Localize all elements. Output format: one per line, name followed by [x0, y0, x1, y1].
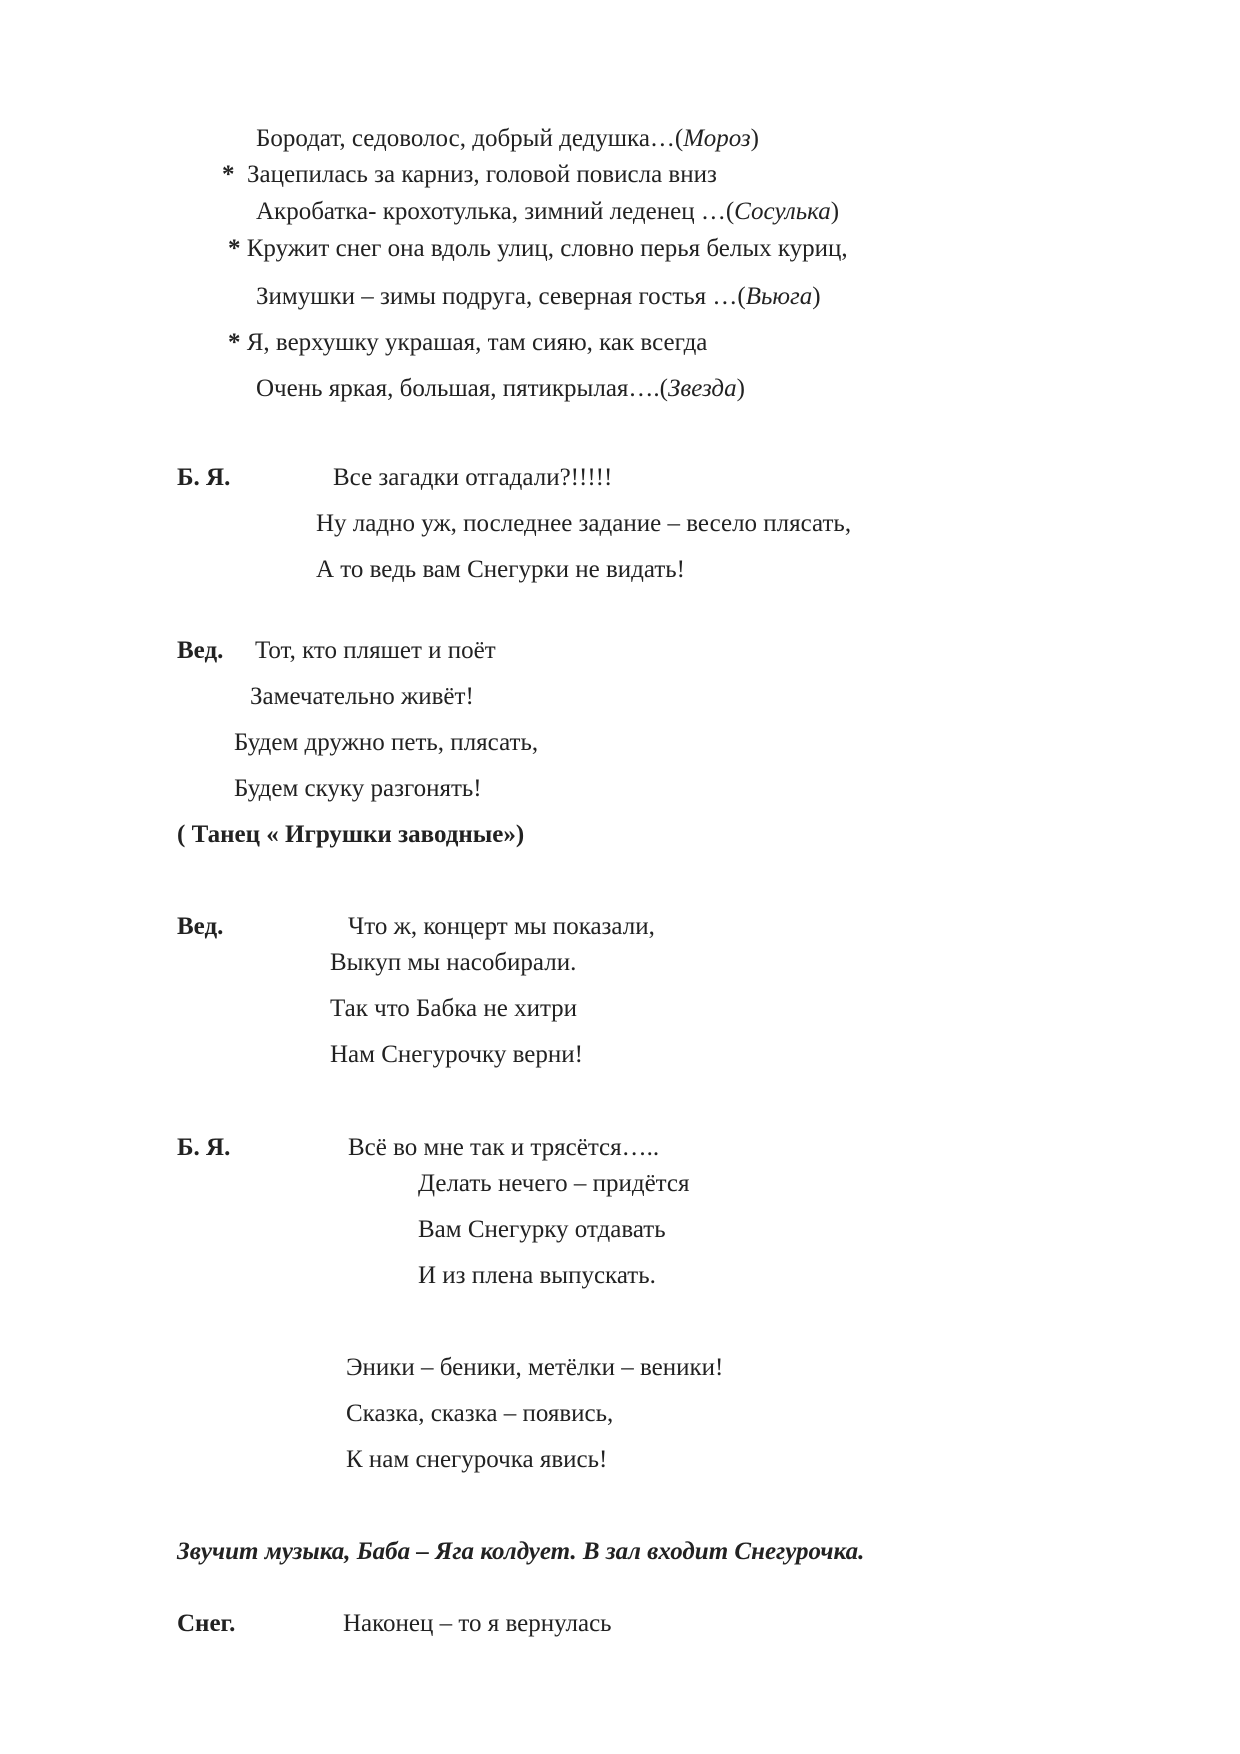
dialogue-line: Наконец – то я вернулась [343, 1610, 612, 1637]
speaker-label: Б. Я. [177, 464, 231, 491]
riddle-answer: Звезда [668, 375, 737, 402]
riddle-answer: Вьюга [745, 283, 813, 310]
riddle-line: * Кружит снег она вдоль улиц, словно перья белых куриц, [228, 235, 848, 262]
riddle-line: Зимушки – зимы подруга, северная гостья …(Вьюга) [256, 283, 821, 310]
dialogue-line: Будем скуку разгонять! [234, 775, 482, 802]
dialogue-line: Всё во мне так и трясётся….. [348, 1134, 660, 1161]
riddle-line: Акробатка- крохотулька, зимний леденец …(Сосулька) [256, 198, 840, 225]
riddle-line: Очень яркая, большая, пятикрылая….(Звезда) [256, 375, 745, 402]
dialogue-line: Эники – беники, метёлки – веники! [346, 1354, 724, 1381]
riddle-answer: Сосулька [734, 198, 831, 225]
bullet-star: * [222, 161, 235, 188]
dialogue-line: Все загадки отгадали?!!!!! [333, 464, 613, 491]
speaker-label: Вед. [177, 637, 224, 664]
speaker-label: Б. Я. [177, 1134, 231, 1161]
dialogue-line: Вам Снегурку отдавать [418, 1216, 666, 1243]
riddle-line: * Зацепилась за карниз, головой повисла вниз [222, 161, 717, 188]
dialogue-line: И из плена выпускать. [418, 1262, 656, 1289]
dialogue-line: Ну ладно уж, последнее задание – весело плясать, [316, 510, 852, 537]
dialogue-line: А то ведь вам Снегурки не видать! [316, 556, 685, 583]
stage-direction: ( Танец « Игрушки заводные») [177, 821, 525, 848]
dialogue-line: Выкуп мы насобирали. [330, 949, 577, 976]
dialogue-line: Так что Бабка не хитри [330, 995, 578, 1022]
bullet-star: * [228, 235, 241, 262]
dialogue-line: Что ж, концерт мы показали, [348, 913, 655, 940]
dialogue-line: Замечательно живёт! [250, 683, 474, 710]
speaker-label: Вед. [177, 913, 224, 940]
dialogue-line: Сказка, сказка – появись, [346, 1400, 614, 1427]
riddle-answer: Мороз [683, 125, 751, 152]
dialogue-line: Нам Снегурочку верни! [330, 1041, 583, 1068]
dialogue-line: Тот, кто пляшет и поёт [255, 637, 496, 664]
dialogue-line: Делать нечего – придётся [418, 1170, 690, 1197]
dialogue-line: Будем дружно петь, плясать, [234, 729, 539, 756]
stage-direction: Звучит музыка, Баба – Яга колдует. В зал входит Снегурочка. [177, 1538, 865, 1565]
dialogue-line: К нам снегурочка явись! [346, 1446, 608, 1473]
riddle-line: * Я, верхушку украшая, там сияю, как всегда [228, 329, 708, 356]
bullet-star: * [228, 329, 241, 356]
speaker-label: Снег. [177, 1610, 236, 1637]
riddle-line: Бородат, седоволос, добрый дедушка…(Мороз) [256, 125, 759, 152]
